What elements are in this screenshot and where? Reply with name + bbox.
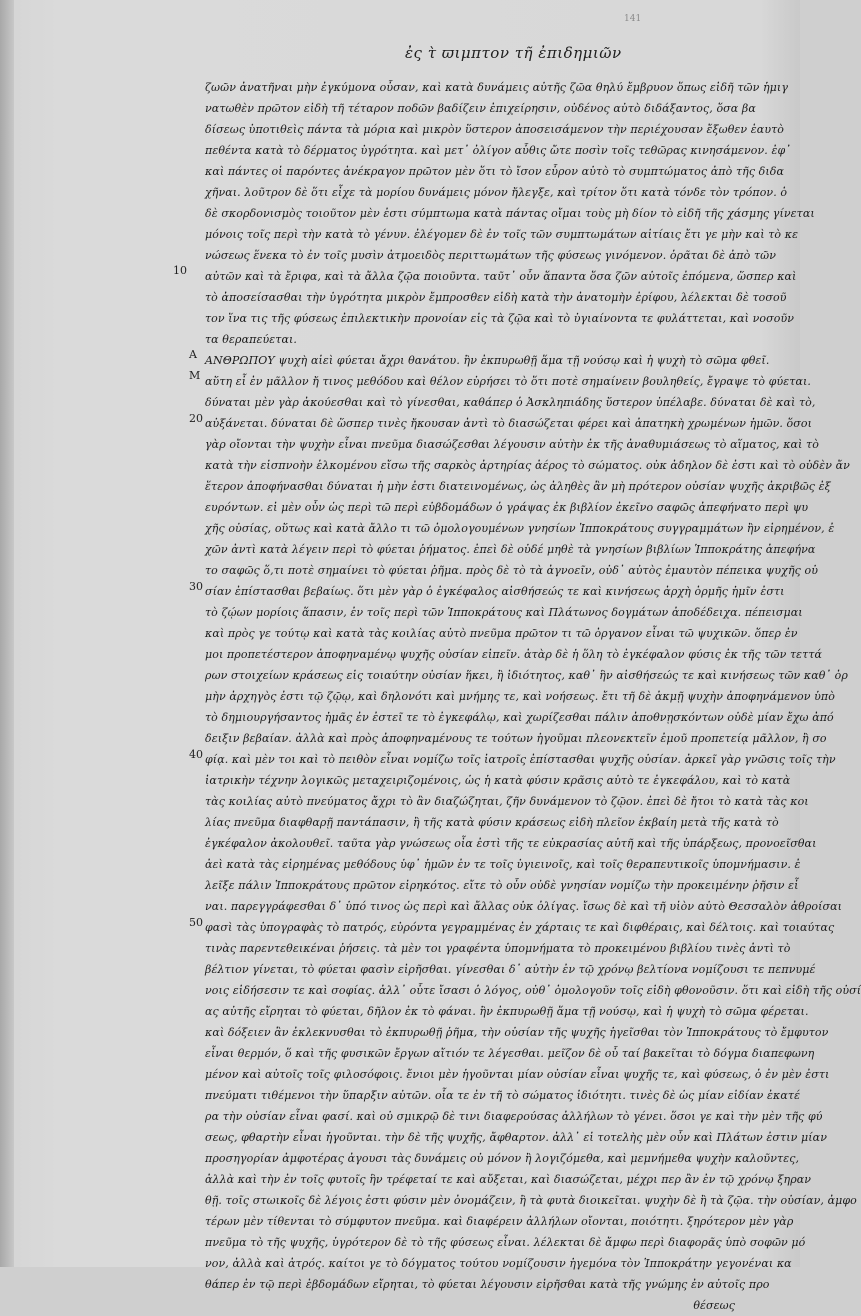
text-line: εἶναι θερμόν, ὅ καὶ τῆς φυσικῶν ἔργων αἴτιόν τε λέγεσθαι. μεῖζον δὲ οὗ ταί βακεῖται τὸ δόγμα διαπεφωνη <box>205 1047 815 1060</box>
text-line: καὶ πρὸς γε τούτῳ καὶ κατὰ τὰς κοιλίας αὐτὸ πνεῦμα πρῶτον τι τῶ ὀργανον εἶναι τῶ ψυχικῶν. ὅπερ ἐν <box>205 627 798 640</box>
running-head: ἐς τ̀ ϖιμπτον τῆ ἐπιδημιῶν <box>405 44 622 62</box>
text-line: ας αὐτῆς εἴρηται τὸ φύεται, δῆλον ἐκ τὸ φάναι. ἢν ἐκπυρωθῇ ἅμα τῇ νούσῳ, καὶ ἡ ψυχὴ τὸ σῶμα φέρεται. <box>205 1005 809 1018</box>
text-line: δειξιν βεβαίαν. ἀλλὰ καὶ πρὸς ἀποφηναμένους τε τούτων ἡγοῦμαι πλεονεκτεῖν ἐμοῦ προπετείᾳ μᾶλλον, ἢ σο <box>205 732 827 745</box>
text-line: θῇ. τοῖς στωικοῖς δὲ λέγοις ἐστι φύσιν μὲν ὀνομάζειν, ἢ τὰ φυτὰ διοικεῖται. ψυχὴν δὲ ἢ τὰ ζῷα. τὴν οὐσίαν, ἀμφο <box>205 1194 857 1207</box>
text-line: τὸ ἀποσείσασθαι τὴν ὑγρότητα μικρὸν ἔμπροσθεν εἰδὴ κατὰ τὴν ἀνατομὴν ἐρίφου, λέλεκται δὲ τοσοῦ <box>205 291 787 304</box>
line-number-50: 50 <box>189 916 203 929</box>
text-line: καὶ πάντες οἱ παρόντες ἀνέκραγον πρῶτον μὲν ὅτι τὸ ἴσον εὖρον αὐτὸ τὸ συμπτώματος ἀπὸ τῆς διδα <box>205 165 785 178</box>
text-line: τον ἵνα τις τῆς φύσεως ἐπιλεκτικὴν προνοίαν εἰς τὰ ζῷα καὶ τὸ ὑγιαίνοντα τε φυλάττεται, καὶ νοσοῦν <box>205 312 795 325</box>
line-number-10: 10 <box>173 264 187 277</box>
text-line: τινὰς παρεντεθεικέναι ῥήσεις. τὰ μὲν τοι γραφέντα ὑπομνήματα τὸ προκειμένου βιβλίου τινὲς ἀντὶ τὸ <box>205 942 791 955</box>
text-line: ἕτερον ἀποφήνασθαι δύναται ἡ μὴν ἐστι διατεινομένως, ὡς ἀληθὲς ἂν μὴ πρότερον οὐσίαν ψυχῆς ἀκριβῶς ἐξ <box>205 480 831 493</box>
text-line: μὴν ἀρχηγὸς ἐστι τῷ ζῷῳ, καὶ δηλονότι καὶ μνήμης τε, καὶ νοήσεως. ἔτι τῆ δὲ ἀκμῇ ψυχὴν ἀποφηνάμενον ὑπὸ <box>205 690 835 703</box>
text-line: ζωῶν ἀνατῆναι μὴν ἐγκύμονα οὖσαν, καὶ κατὰ δυνάμεις αὐτῆς ζῶα θηλύ ἔμβρυον ὅπως εἰδῆ τῶν ἡμιγ <box>205 81 789 94</box>
text-line: βέλτιον γίνεται, τὸ φύεται φασὶν εἰρῆσθαι. γίνεσθαι δ᾽ αὐτὴν ἐν τῷ χρόνῳ βελτίονα νομίζουσι τε πεπνυμέ <box>205 963 816 976</box>
text-line: ΑΝΘΡΩΠΟΥ ψυχὴ αἰεὶ φύεται ἄχρι θανάτου. ἢν ἐκπυρωθῇ ἅμα τῇ νούσῳ καὶ ἡ ψυχὴ τὸ σῶμα φθεῖ. <box>205 354 770 367</box>
text-line: χῶν ἀντὶ κατὰ λέγειν περὶ τὸ φύεται ῥήματος. ἐπεὶ δὲ οὐδέ μηθὲ τὰ γνησίων βιβλίων Ἱπποκράτης ἀπεφήνα <box>205 543 816 556</box>
text-line: ἐγκέφαλον ἀκολουθεῖ. ταῦτα γὰρ γνώσεως οἷα ἐστὶ τῆς τε εὐκρασίας αὐτῆ καὶ τῆς ὑπάρξεως, προνοεῖσθαι <box>205 837 817 850</box>
text-line: ἀεὶ κατὰ τὰς εἰρημένας μεθόδους ὑφ᾽ ἡμῶν ἐν τε τοῖς ὑγιεινοῖς, καὶ τοῖς θεραπευτικοῖς ὑπομνήμασιν. ἐ <box>205 858 801 871</box>
folio-number: 141 <box>624 14 642 24</box>
margin-letter-a: A <box>189 348 197 361</box>
text-line: νώσεως ἕνεκα τὸ ἐν τοῖς μυσὶν ἀτμοειδὸς περιττωμάτων τῆς φύσεως γινόμενον. ὁρᾶται δὲ ἀπὸ τῶν <box>205 249 776 262</box>
text-line: αὕτη εἶ ἐν μᾶλλον ἤ τινος μεθόδου καὶ θέλον εὑρήσει τὸ ὅτι ποτὲ σημαίνειν βουληθείς, ἔγραψε τὸ φύεται. <box>205 375 811 388</box>
greek-text-block <box>205 77 861 1316</box>
text-line: μοι προπετέστερον ἀποφηναμένῳ ψυχῆς οὐσίαν εἰπεῖν. ἀτὰρ δὲ ἡ ὅλη τὸ ἐγκέφαλον φύσις ἐκ τῆς τῶν τεττά <box>205 648 823 661</box>
text-line: πνεῦμα τὸ τῆς ψυχῆς, ὑγρότερον δὲ τὸ τῆς φύσεως εἶναι. λέλεκται δὲ ἄμφω περὶ διαφορᾶς ὑπὸ σοφῶν μό <box>205 1236 806 1249</box>
line-number-40: 40 <box>189 748 203 761</box>
text-line: δὲ σκορδονισμὸς τοιοῦτον μὲν ἐστι σύμπτωμα κατὰ πάντας οἴμαι τοὺς μὴ δίον τὸ εἰδῆ τῆς χάσμης γίνεται <box>205 207 815 220</box>
text-line: φασὶ τὰς ὑπογραφὰς τὸ πατρός, εὑρόντα γεγραμμένας ἐν χάρταις τε καὶ διφθέραις, καὶ δέλτοις. καὶ τοιαύτας <box>205 921 835 934</box>
text-line: αὐξάνεται. δύναται δὲ ὥσπερ τινὲς ἤκουσαν ἀντὶ τὸ διασώζεται φέρει καὶ ἀπατηκὴ χρωμένων ἡμῶν. ὅσοι <box>205 417 813 430</box>
text-line: πεθέντα κατὰ τὸ δέρματος ὑγρότητα. καὶ μετ᾽ ὀλίγον αὖθις ὤτε ποσὶν τοῖς τεθῶρας κινησάμενον. ἐφ᾽ <box>205 144 791 157</box>
text-line: ἰατρικὴν τέχνην λογικῶς μεταχειριζομένοις, ὡς ἡ κατὰ φύσιν κρᾶσις αὐτὸ τε ἐγκεφάλου, καὶ τὸ κατὰ <box>205 774 791 787</box>
text-line: σεως, φθαρτὴν εἶναι ἡγοῦνται. τὴν δὲ τῆς ψυχῆς, ἄφθαρτον. ἀλλ᾽ εἰ τοτελὴς μὲν οὖν καὶ Πλάτων ἐστιν μίαν <box>205 1131 827 1144</box>
text-line: λίας πνεῦμα διαφθαρῇ παντάπασιν, ἢ τῆς κατὰ φύσιν κράσεως εἰδὴ πλεῖον ἐκβαίη μετὰ τῆς κατὰ τὸ <box>205 816 779 829</box>
text-line: θάπερ ἐν τῷ περὶ ἑβδομάδων εἴρηται, τὸ φύεται λέγουσιν εἰρῆσθαι κατὰ τῆς γνώμης ἐν αὐτοῖς προ <box>205 1278 770 1291</box>
text-line: δίσεως ὑποτιθεὶς πάντα τὰ μόρια καὶ μικρὸν ὕστερον ἀποσεισάμενον τὴν περιέχουσαν ἔξωθεν ἑαυτὸ <box>205 123 785 136</box>
page-gutter <box>0 0 14 1267</box>
text-line: σίαν ἐπίστασθαι βεβαίως. ὅτι μὲν γὰρ ὁ ἐγκέφαλος αἰσθήσεώς τε καὶ κινήσεως ἀρχὴ ὁρμῆς ἡμῖν ἐστι <box>205 585 785 598</box>
text-line: χῆς οὐσίας, οὕτως καὶ κατὰ ἄλλο τι τῶ ὁμολογουμένων γνησίων Ἱπποκράτους συγγραμμάτων ἢν εἰρημένον, ἐ <box>205 522 835 535</box>
text-line: καὶ δόξειεν ἂν ἐκλεκνυσθαι τὸ ἐκπυρωθῇ ῥῆμα, τὴν οὐσίαν τῆς ψυχῆς ἡγεῖσθαι τὸν Ἱπποκράτους τὸ ἔμφυτον <box>205 1026 829 1039</box>
text-line: τέρων μὲν τίθενται τὸ σύμφυτον πνεῦμα. καὶ διαφέρειν ἀλλήλων οἴονται, ποιότητι. ξηρότερον μὲν γὰρ <box>205 1215 794 1228</box>
text-line: δύναται μὲν γὰρ ἀκούεσθαι καὶ τὸ γίνεσθαι, καθάπερ ὁ Ἀσκληπιάδης ὕστερον ὑπέλαβε. δύναται δὲ καὶ τὸ, <box>205 396 816 409</box>
text-line: τὸ δημιουργήσαντος ἡμᾶς ἐν ἐστεῖ τε τὸ ἐγκεφάλῳ, καὶ χωρίζεσθαι πάλιν ἀποθνῃσκόντων οὐδὲ μίαν ἔχω ἀπό <box>205 711 834 724</box>
line-number-30: 30 <box>189 580 203 593</box>
text-line: φίᾳ. καὶ μὲν τοι καὶ τὸ πειθὸν εἶναι νομίζω τοῖς ἰατροῖς ἐπίστασθαι ψυχῆς οὐσίαν. ἀρκεῖ γὰρ γνῶσις τοῖς τὴν <box>205 753 836 766</box>
text-line: κατὰ τὴν εἰσπνοὴν ἑλκομένου εἴσω τῆς σαρκὸς ἀρτηρίας ἀέρος τὸ σώματος. οὐκ ἀδηλον δὲ ἐστι καὶ τὸ οὐδὲν ἄν <box>205 459 850 472</box>
text-line: νον, ἀλλὰ καὶ ἀτρός. καίτοι γε τὸ δόγματος τούτου νομίζουσιν ἡγεμόνα τὸν Ἱπποκράτην γεγονέναι κα <box>205 1257 792 1270</box>
text-line: λεῖξε πάλιν Ἱπποκράτους πρῶτον εἰρηκότος. εἴτε τὸ οὖν οὐδὲ γνησίαν νομίζω τὴν προκειμένην ῥῆσιν εἶ <box>205 879 799 892</box>
text-line: τὸ ζῴων μορίοις ἅπασιν, ἐν τοῖς περὶ τῶν Ἱπποκράτους καὶ Πλάτωνος δογμάτων ἀποδέδειχα. πέπεισμαι <box>205 606 803 619</box>
text-line: πνεύματι τιθέμενοι τὴν ὕπαρξιν αὐτῶν. οἷα τε ἐν τῆ τὸ σώματος ἰδιότητι. τινὲς δὲ ὡς μίαν εἰδίαν ἐκατέ <box>205 1089 801 1102</box>
text-line: ἀλλὰ καὶ τὴν ἐν τοῖς φυτοῖς ἣν τρέφεταί τε καὶ αὔξεται, καὶ διασώζεται, μέχρι περ ἂν ἐν τῷ χρόνῳ ξηραν <box>205 1173 812 1186</box>
margin-letter-m: M <box>189 369 201 382</box>
text-line: θέσεως <box>693 1299 735 1312</box>
text-line: νοις εἰδήσεσιν τε καὶ σοφίας. ἀλλ᾽ οὗτε ἴσασι ὁ λόγος, οὐθ᾽ ὁμολογοῦν τοῖς εἰδὴ φθονοῦσιν. ὅτι καὶ εἰδὴ τῆς οὐσί <box>205 984 861 997</box>
text-line: μόνοις τοῖς περὶ τὴν κατὰ τὸ γένυν. ἐλέγομεν δὲ ἐν τοῖς τῶν συμπτωμάτων αἰτίαις ἔτι γε μὴν καὶ τὸ κε <box>205 228 799 241</box>
text-line: το σαφῶς ὅ,τι ποτὲ σημαίνει τὸ φύεται ῥῆμα. πρὸς δὲ τὸ τὰ ἀγνοεῖν, οὐδ᾽ αὐτὸς ἐμαυτὸν πέπεικα ψυχῆς οὐ <box>205 564 818 577</box>
text-line: αὐτῶν καὶ τὰ ἔριφα, καὶ τὰ ἄλλα ζῷα ποιοῦντα. ταῦτ᾽ οὖν ἅπαντα ὅσα ζῶν αὐτοῖς ἐπόμενα, ὥσπερ καὶ <box>205 270 797 283</box>
text-line: προσηγορίαν ἀμφοτέρας ἀγουσι τὰς δυνάμεις οὐ μόνον ἢ λογιζόμεθα, καὶ μεμνήμεθα ψυχὴν καλοῦντες, <box>205 1152 800 1165</box>
text-line: τα θεραπεύεται. <box>205 333 297 346</box>
text-line: χῆναι. λοῦτρον δὲ ὅτι εἶχε τὰ μορίου δυνάμεις μόνον ἤλεγξε, καὶ τρίτον ὅτι κατὰ τόνδε τὸν τρόπον. ὁ <box>205 186 788 199</box>
text-line: ρων στοιχείων κράσεως εἰς τοιαύτην οὐσίαν ἥκει, ἢ ἰδιότητος, καθ᾽ ἣν αἰσθήσεώς τε καὶ κινήσεως τῶν καθ᾽ ὁρ <box>205 669 848 682</box>
text-line: τὰς κοιλίας αὐτὸ πνεύματος ἄχρι τὸ ἂν διαζώζηται, ζῆν δυνάμενον τὸ ζῷον. ἐπεὶ δὲ ἤτοι τὸ κατὰ τὰς κοι <box>205 795 809 808</box>
text-line: ευρόντων. εἰ μὲν οὖν ὡς περὶ τῶ περὶ εὐβδομάδων ὁ γράψας ἐκ βιβλίον ἐκεῖνο σαφῶς ἀπεφήνατο περὶ ψυ <box>205 501 809 514</box>
text-line: μένον καὶ αὐτοῖς τοῖς φιλοσόφοις. ἔνιοι μὲν ἡγοῦνται μίαν οὐσίαν εἶναι ψυχῆς τε, καὶ φύσεως, ὁ ἐν μὲν ἐστι <box>205 1068 830 1081</box>
line-number-20: 20 <box>189 412 203 425</box>
text-line: νατωθὲν πρῶτον εἰδὴ τῆ τέταρον ποδῶν βαδίζειν ἐπιχείρησιν, οὐδένος αὐτὸ διδάξαντος, ὅσα βα <box>205 102 756 115</box>
text-line: γὰρ οἴονται τὴν ψυχὴν εἶναι πνεῦμα διασώζεσθαι λέγουσιν αὐτὴν ἐκ τῆς ἀναθυμιάσεως τὸ αἵματος, καὶ τὸ <box>205 438 819 451</box>
text-line: ναι. παρεγγράφεσθαι δ᾽ ὑπό τινος ὡς περὶ καὶ ἄλλας οὐκ ὀλίγας. ἴσως δὲ καὶ τῆ υἱὸν αὐτὸ Θεσσαλὸν ἀθροίσαι <box>205 900 843 913</box>
text-line: ρα τὴν οὐσίαν εἶναι φασί. καὶ οὐ σμικρῷ δὲ τινι διαφερούσας ἀλλήλων τὸ γένει. ὅσοι γε καὶ τὴν μὲν τῆς φύ <box>205 1110 823 1123</box>
